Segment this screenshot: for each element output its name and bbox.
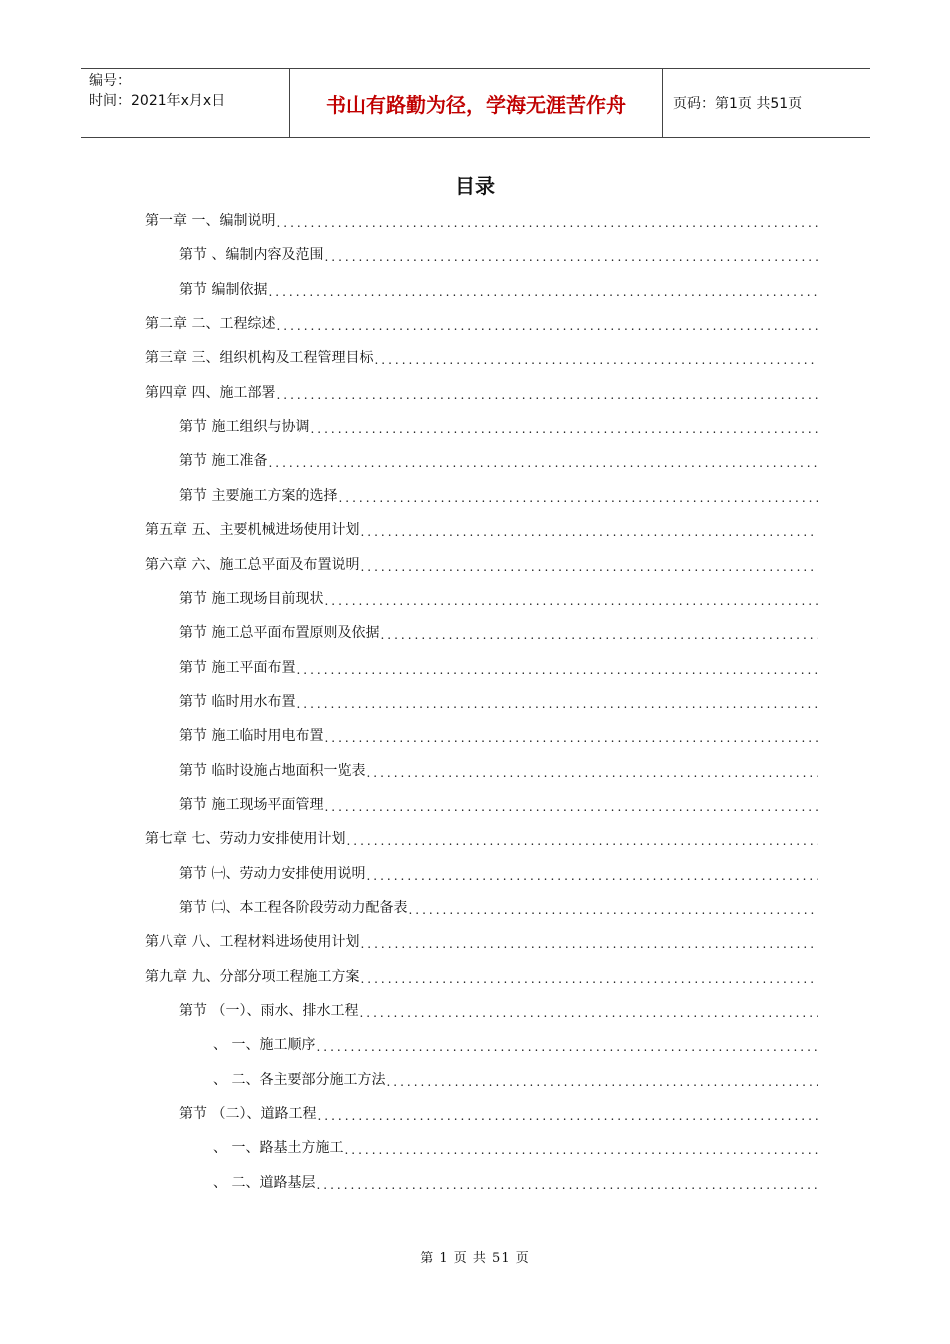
toc-entry[interactable] <box>213 1137 818 1157</box>
toc-dot-leader <box>296 663 818 677</box>
toc-entry[interactable] <box>145 210 818 230</box>
toc-entry[interactable] <box>179 725 818 745</box>
toc-entry-label: 第八章 八、工程材料进场使用计划 <box>145 934 360 951</box>
toc-entry[interactable] <box>145 931 818 951</box>
document-number-label: 编号： <box>89 73 131 89</box>
toc-dot-leader <box>324 731 818 745</box>
toc-dot-leader <box>268 285 818 299</box>
toc-entry[interactable] <box>179 657 818 677</box>
toc-entry-label: 第节 编制依据 <box>179 281 268 298</box>
toc-entry-label: 第节 施工现场平面管理 <box>179 796 324 813</box>
toc-dot-leader <box>324 800 818 814</box>
toc-dot-leader <box>324 594 818 608</box>
toc-entry[interactable] <box>179 1000 818 1020</box>
toc-entry-label: 第节 临时用水布置 <box>179 693 296 710</box>
toc-entry-label: 第七章 七、劳动力安排使用计划 <box>145 831 346 848</box>
header-left-cell <box>81 69 290 137</box>
toc-entry[interactable] <box>179 794 818 814</box>
toc-dot-leader <box>296 697 818 711</box>
toc-entry[interactable] <box>145 966 818 986</box>
toc-title: 目录 <box>455 174 495 198</box>
toc-entry[interactable] <box>179 279 818 299</box>
toc-entry-label: 第九章 九、分部分项工程施工方案 <box>145 968 360 985</box>
document-time-label: 时间：2021年x月x日 <box>89 93 226 109</box>
toc-entry-label: 第五章 五、主要机械进场使用计划 <box>145 522 360 539</box>
toc-entry[interactable] <box>145 828 818 848</box>
toc-dot-leader <box>408 903 818 917</box>
toc-entry-label: 、 一、施工顺序 <box>213 1037 316 1054</box>
toc-entry[interactable] <box>145 554 818 574</box>
toc-entry[interactable] <box>179 760 818 780</box>
toc-dot-leader <box>276 388 818 402</box>
toc-entry-label: 第二章 二、工程综述 <box>145 316 276 333</box>
toc-dot-leader <box>346 834 818 848</box>
header-motto: 书山有路勤为径，学海无涯苦作舟 <box>290 69 663 137</box>
toc-entry[interactable] <box>213 1069 818 1089</box>
toc-entry-label: 第节 主要施工方案的选择 <box>179 487 338 504</box>
toc-entry-label: 第节 施工准备 <box>179 453 268 470</box>
toc-entry-label: 第节 施工总平面布置原则及依据 <box>179 625 380 642</box>
toc-dot-leader <box>268 456 818 470</box>
toc-dot-leader <box>317 1109 818 1123</box>
toc-dot-leader <box>360 525 818 539</box>
toc-dot-leader <box>276 319 818 333</box>
toc-entry-label: 第节 （一）、雨水、排水工程 <box>179 1003 359 1020</box>
toc-entry-label: 第节 施工临时用电布置 <box>179 728 324 745</box>
toc-dot-leader <box>316 1040 818 1054</box>
toc-entry[interactable] <box>145 519 818 539</box>
toc-dot-leader <box>366 869 818 883</box>
toc-entry-label: 第节 临时设施占地面积一览表 <box>179 762 366 779</box>
toc-entry-label: 第节 施工平面布置 <box>179 659 296 676</box>
toc-entry[interactable] <box>179 622 818 642</box>
toc-entry[interactable] <box>145 382 818 402</box>
toc-entry-label: 第一章 一、编制说明 <box>145 213 276 229</box>
toc-dot-leader <box>360 972 818 986</box>
toc-entry[interactable] <box>179 244 818 264</box>
toc-entry-label: 第节 施工组织与协调 <box>179 419 310 436</box>
toc-entry[interactable] <box>179 897 818 917</box>
toc-dot-leader <box>386 1075 818 1089</box>
toc-entry-label: 第节 施工现场目前现状 <box>179 590 324 607</box>
toc-entry[interactable] <box>213 1034 818 1054</box>
toc-entry-label: 第六章 六、施工总平面及布置说明 <box>145 556 360 573</box>
toc-dot-leader <box>310 422 818 436</box>
toc-entry[interactable] <box>179 485 818 505</box>
toc-dot-leader <box>338 491 818 505</box>
toc-dot-leader <box>276 216 818 230</box>
toc-entry[interactable] <box>145 347 818 367</box>
toc-dot-leader <box>360 560 818 574</box>
toc-entry[interactable] <box>179 588 818 608</box>
toc-entry-label: 、 二、道路基层 <box>213 1174 316 1191</box>
toc-entry-label: 第三章 三、组织机构及工程管理目标 <box>145 350 374 367</box>
toc-dot-leader <box>324 250 818 264</box>
toc-entry-label: 第节 、编制内容及范围 <box>179 247 324 264</box>
toc-entry[interactable] <box>179 691 818 711</box>
toc-entry[interactable] <box>179 1103 818 1123</box>
toc-entry[interactable] <box>145 313 818 333</box>
toc-entry[interactable] <box>179 863 818 883</box>
toc-dot-leader <box>316 1178 818 1192</box>
toc-entry[interactable] <box>179 416 818 436</box>
page-header <box>81 68 870 138</box>
toc-entry[interactable] <box>213 1172 818 1192</box>
toc-entry-label: 第节 ㈠、劳动力安排使用说明 <box>179 865 366 882</box>
header-page-info: 页码：第1页 共51页 <box>673 96 803 112</box>
toc-dot-leader <box>366 766 818 780</box>
toc-entry-label: 第四章 四、施工部署 <box>145 384 276 401</box>
toc-dot-leader <box>380 628 818 642</box>
toc-entry-label: 第节 ㈡、本工程各阶段劳动力配备表 <box>179 900 408 916</box>
toc-entry[interactable] <box>179 450 818 470</box>
toc-entry-label: 第节 （二）、道路工程 <box>179 1106 317 1123</box>
toc-entry-label: 、 一、路基土方施工 <box>213 1140 344 1157</box>
toc-dot-leader <box>359 1006 818 1020</box>
page-footer: 第 1 页 共 51 页 <box>420 1251 530 1266</box>
toc-entry-label: 、 二、各主要部分施工方法 <box>213 1071 386 1088</box>
toc-dot-leader <box>360 937 818 951</box>
toc-dot-leader <box>344 1143 818 1157</box>
toc-dot-leader <box>374 353 818 367</box>
